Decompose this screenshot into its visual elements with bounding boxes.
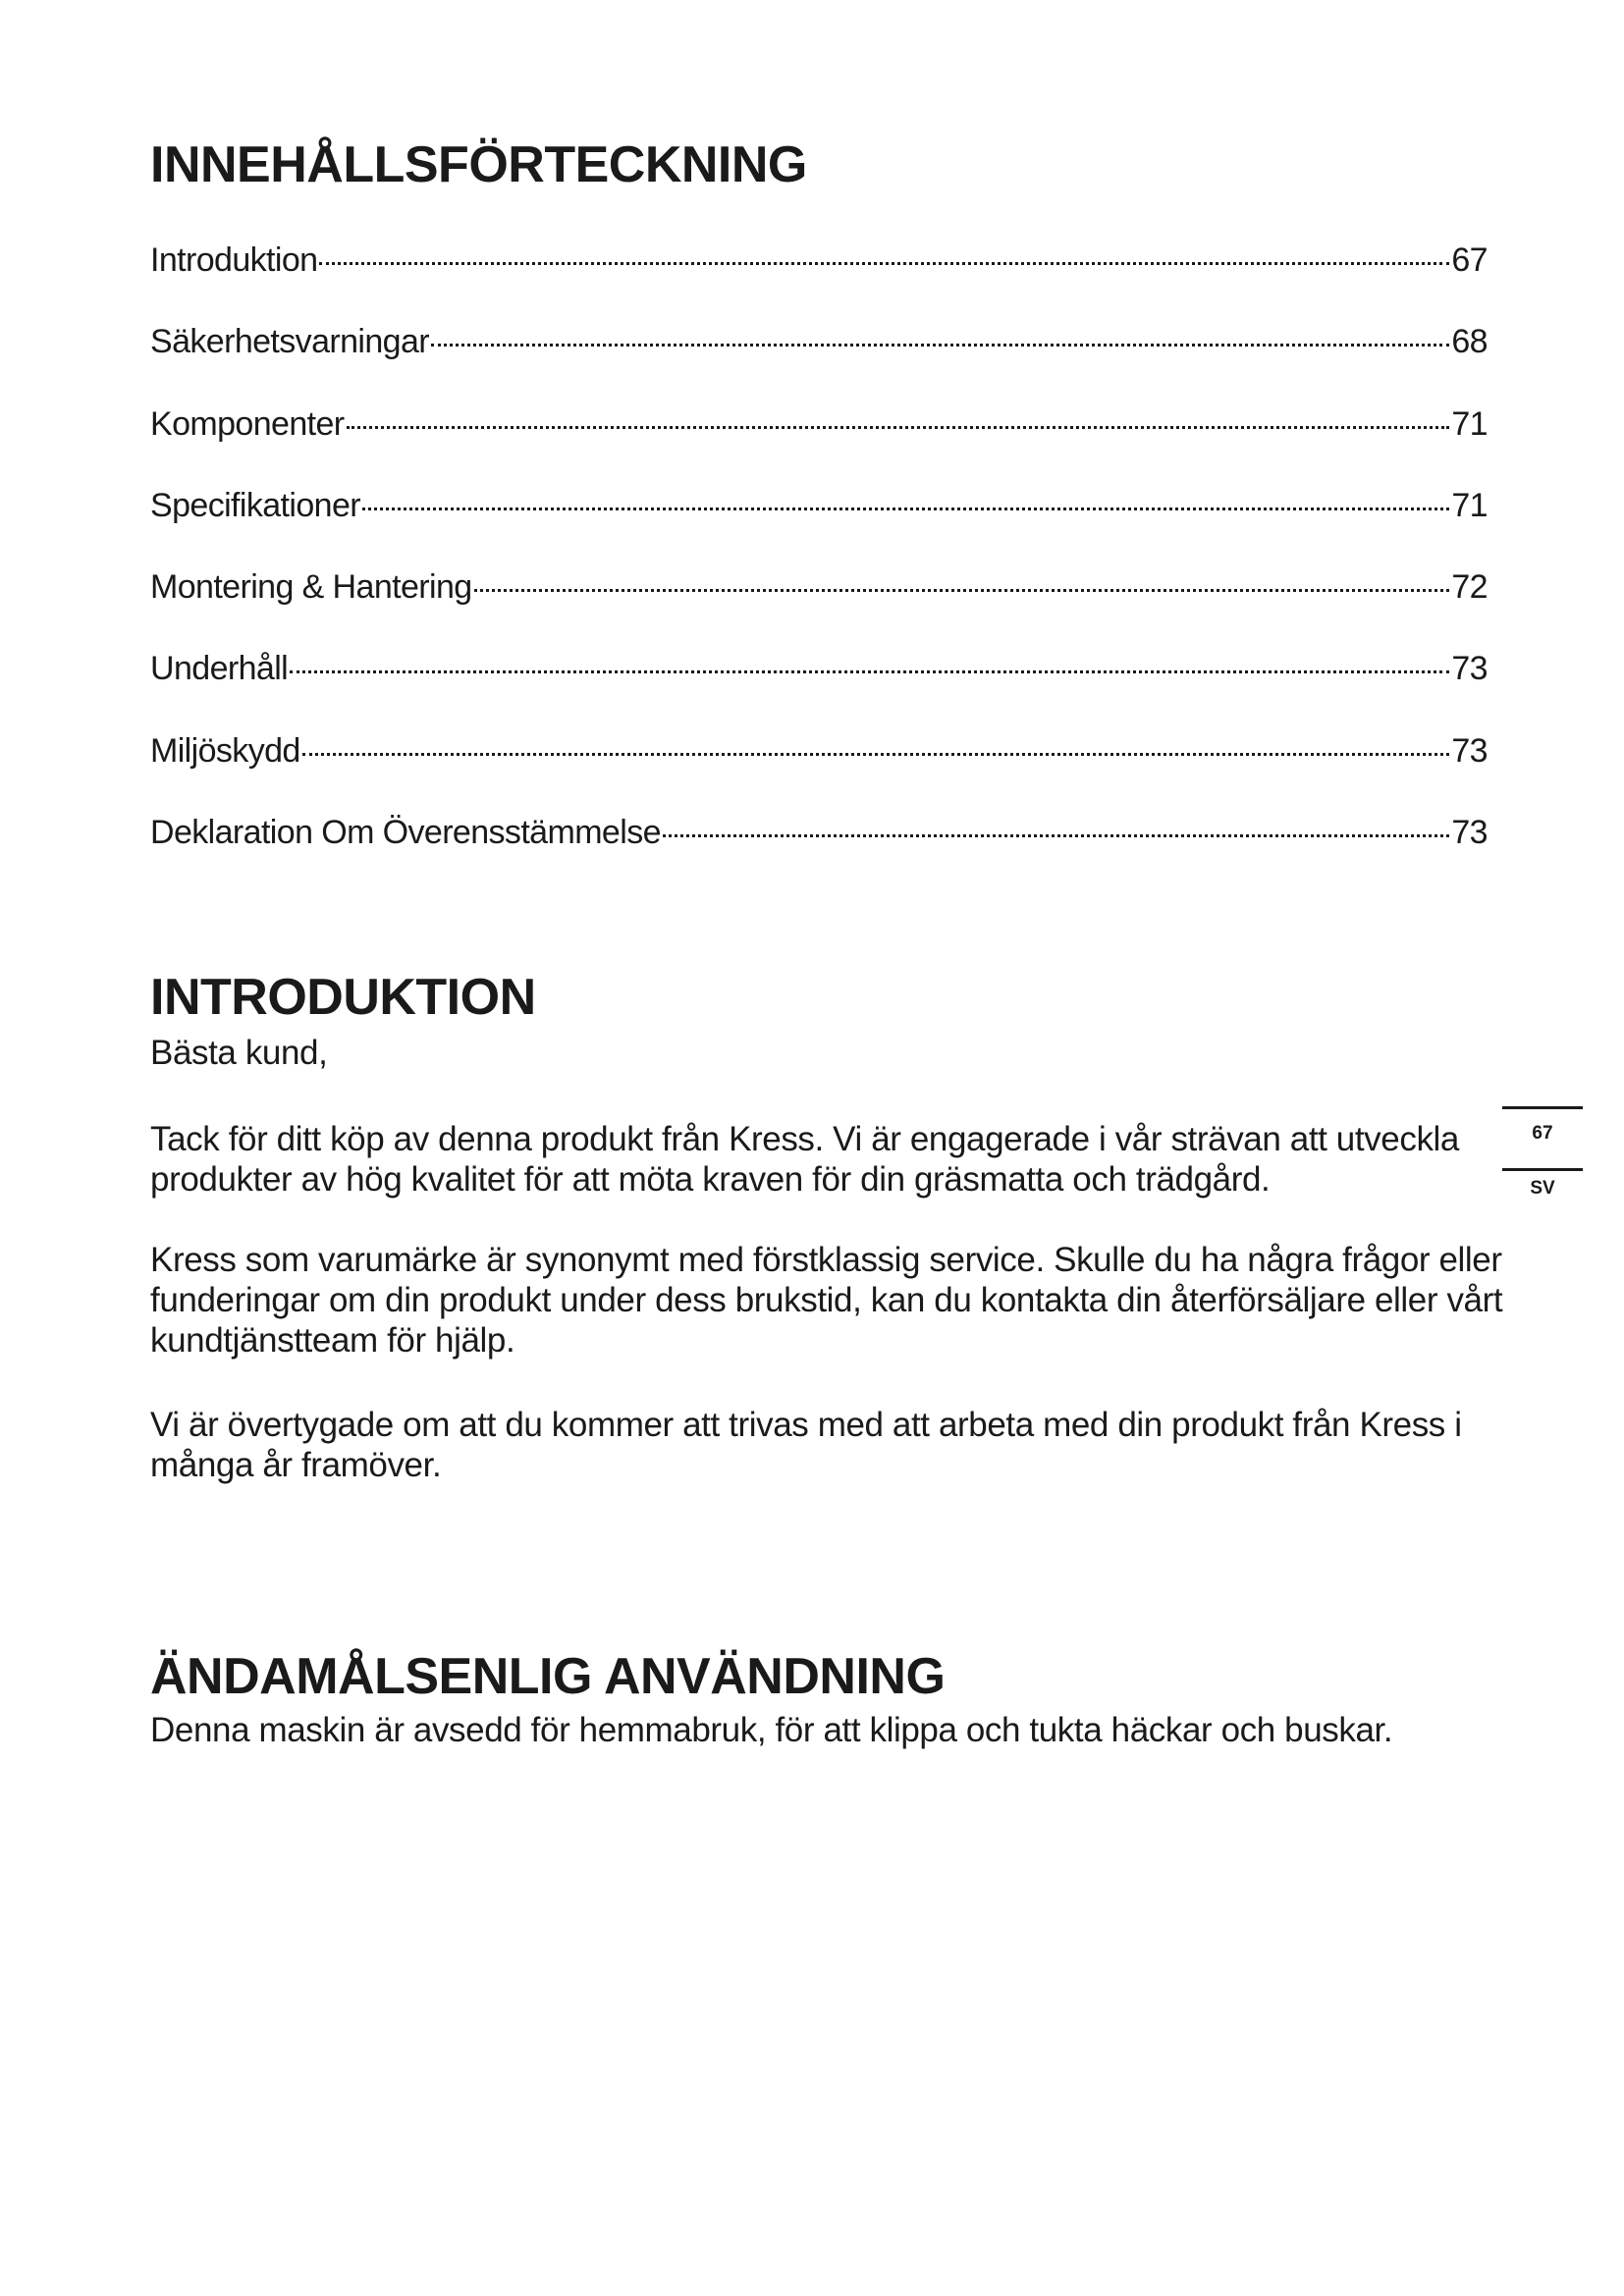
- toc-entry-page: 73: [1451, 731, 1488, 770]
- toc-entry[interactable]: [150, 732, 1488, 814]
- toc-heading: INNEHÅLLSFÖRTECKNING: [150, 136, 807, 193]
- toc-entry-label: Komponenter: [150, 404, 345, 443]
- toc-dot-leader: [319, 262, 1449, 265]
- toc-entry-page: 73: [1451, 814, 1488, 852]
- introduction-heading: INTRODUKTION: [150, 969, 536, 1026]
- introduction-paragraph: Kress som varumärke är synonymt med förstklassig service. Skulle du ha några frågor eller funderingar om din produkt under dess brukstid, kan du kontakta din återförsäljare eller vårt kundtjänstteam för hjälp.: [150, 1241, 1503, 1360]
- side-tab-bottom-rule: [1502, 1168, 1583, 1171]
- toc-entry-page: 71: [1451, 486, 1488, 524]
- toc-entry-label: Underhåll: [150, 650, 289, 688]
- toc-entry-label: Miljöskydd: [150, 731, 300, 770]
- toc-dot-leader: [431, 344, 1449, 347]
- introduction-paragraph: Tack för ditt köp av denna produkt från Kress. Vi är engagerade i vår strävan att utveckla produkter av hög kvalitet för att möta kraven för din gräsmatta och trädgård.: [150, 1120, 1459, 1199]
- intended-use-heading: ÄNDAMÅLSENLIG ANVÄNDNING: [150, 1648, 946, 1705]
- toc-entry-label: Montering & Hantering: [150, 568, 472, 607]
- intended-use-text: Denna maskin är avsedd för hemmabruk, för att klippa och tukta häckar och buskar.: [150, 1711, 1393, 1749]
- toc-entry-page: 68: [1451, 323, 1488, 361]
- toc-entry[interactable]: [150, 405, 1488, 487]
- toc-entry[interactable]: [150, 568, 1488, 650]
- toc-dot-leader: [474, 589, 1450, 592]
- toc-entry[interactable]: [150, 487, 1488, 568]
- introduction-paragraph: Vi är övertygade om att du kommer att trivas med att arbeta med din produkt från Kress i många år framöver.: [150, 1406, 1462, 1484]
- page-side-tab: [1502, 1106, 1583, 1204]
- toc-entry-page: 72: [1451, 568, 1488, 607]
- toc-dot-leader: [290, 670, 1449, 673]
- side-tab-page-number: 67: [1532, 1123, 1553, 1144]
- toc-entry[interactable]: [150, 650, 1488, 731]
- toc-entry-label: Deklaration Om Överensstämmelse: [150, 814, 661, 852]
- toc-entry-page: 67: [1451, 241, 1488, 279]
- toc-dot-leader: [302, 753, 1450, 756]
- toc-dot-leader: [663, 834, 1449, 837]
- toc-entry[interactable]: [150, 323, 1488, 404]
- toc-dot-leader: [362, 507, 1449, 510]
- toc-entry-page: 71: [1451, 404, 1488, 443]
- toc-entry-label: Introduktion: [150, 241, 318, 279]
- toc-entry-label: Specifikationer: [150, 486, 361, 524]
- toc-entry-page: 73: [1451, 650, 1488, 688]
- table-of-contents: [150, 241, 1488, 895]
- toc-entry[interactable]: [150, 814, 1488, 895]
- toc-dot-leader: [347, 426, 1450, 429]
- toc-entry[interactable]: [150, 241, 1488, 323]
- toc-entry-label: Säkerhetsvarningar: [150, 323, 430, 361]
- side-tab-language: SV: [1530, 1178, 1555, 1199]
- side-tab-top-rule: [1502, 1106, 1583, 1109]
- introduction-greeting: Bästa kund,: [150, 1034, 328, 1072]
